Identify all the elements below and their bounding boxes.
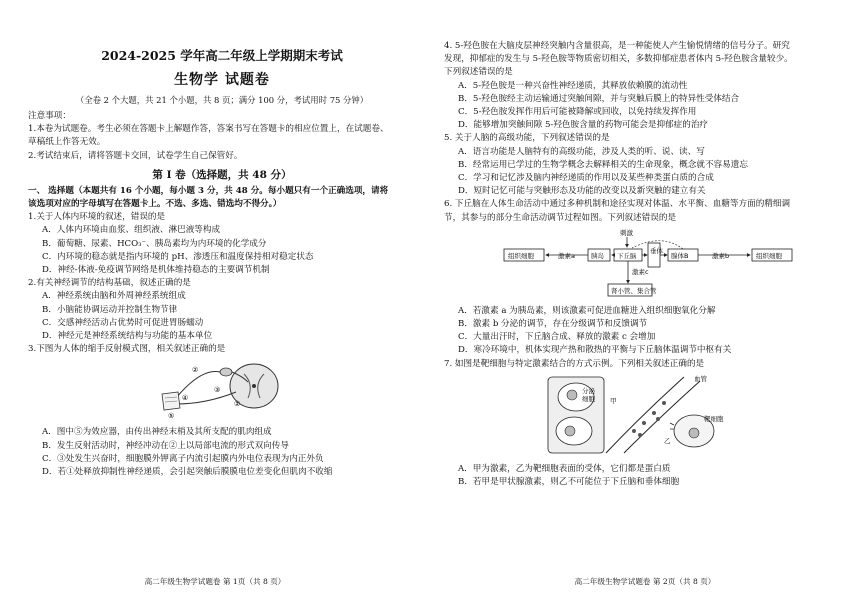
flow-pituitary: 垂体 xyxy=(650,246,663,255)
regulation-flow-figure xyxy=(444,227,838,303)
question-stem: 4. 5-羟色胺在大脑皮层神经突触内含量很高，是一种能使人产生愉悦情绪的信号分子。研究 xyxy=(444,41,790,51)
option: A．甲为激素，乙为靶细胞表面的受体，它们都是蛋白质 xyxy=(458,463,671,474)
part-title: 第 I 卷（选择题，共 48 分） xyxy=(152,168,292,181)
flow-right-target: 组织细胞 xyxy=(756,251,782,260)
regulation-flow-diagram xyxy=(502,227,802,299)
question-stem: 6. 下丘脑在人体生命活动中通过多种机制和途径实现对体温、水平衡、血糖等方面的精细调 xyxy=(444,199,791,210)
notice-line: 1.本卷为试题卷。考生必须在答题卡上解题作答，答案书写在答题卡的相应位置上，在试题卷、 xyxy=(28,124,389,135)
reflex-label: ② xyxy=(192,366,199,375)
flow-kidney: 肾小管、集合管 xyxy=(611,286,657,295)
reflex-label: ③ xyxy=(214,386,221,395)
reflex-label: ⑤ xyxy=(168,412,175,421)
option: C．③处发生兴奋时，细胞膜外钾离子内流引起膜内外电位表现为内正外负 xyxy=(42,453,324,464)
subject-title: 生物学 试题卷 xyxy=(174,72,270,88)
notice-line: 2.考试结束后，请将答题卡交回，试卷学生自己保管好。 xyxy=(28,150,243,161)
option: B．葡萄糖、尿素、HCO₃⁻、胰岛素均为内环境的化学成分 xyxy=(42,238,267,249)
option: C．内环境的稳态就是指内环境的 pH、渗透压和温度保持相对稳定状态 xyxy=(42,251,314,262)
hormone-binding-diagram xyxy=(544,373,734,457)
option: B．激素 b 分泌的调节，存在分级调节和反馈调节 xyxy=(458,319,648,330)
cell-label-jia: 甲 xyxy=(610,396,617,405)
cell-label-vessel: 血管 xyxy=(694,374,707,383)
option: D．神经元是神经系统结构与功能的基本单位 xyxy=(42,331,213,342)
flow-stimulus: 刺激 xyxy=(620,228,633,237)
option: D．寒冷环境中，机体实现产热和散热的平衡与下丘脑体温调节中枢有关 xyxy=(458,345,732,356)
option: D．若①处释放抑制性神经递质，会引起突触后膜膜电位差变化但肌肉不收缩 xyxy=(42,467,333,478)
hormone-binding-figure xyxy=(444,373,838,461)
flow-pancreas: 胰岛 xyxy=(591,251,604,260)
option: B．发生反射活动时，神经冲动在②上以局部电流的形式双向传导 xyxy=(42,440,289,451)
flow-hormone-a: 激素a xyxy=(558,251,575,260)
page-footer: 高二年级生物学试题卷 第 2页（共 8 页） xyxy=(574,577,716,586)
option: B．经常运用已学过的生物学概念去解释相关的生命现象，概念就不容易遗忘 xyxy=(458,159,748,170)
reflex-arc-diagram xyxy=(156,358,286,420)
option: A．若激素 a 为胰岛素，则该激素可促进血糖进入组织细胞氧化分解 xyxy=(458,305,716,316)
flow-hypothalamus: 下丘脑 xyxy=(617,251,637,260)
reflex-label: ④ xyxy=(182,394,189,403)
flow-left-target: 组织细胞 xyxy=(508,251,534,260)
question-stem: 发现，抑郁症的发生与 5-羟色胺等物质密切相关，多数抑郁症患者体内 5-羟色胺含量较少。 xyxy=(444,54,793,65)
notice-line: 草稿纸上作答无效。 xyxy=(28,137,106,148)
option: D．能够增加突触间隙 5-羟色胺含量的药物可能会是抑郁症的治疗 xyxy=(458,120,709,131)
question-stem: 7. 如图是靶细胞与特定激素结合的方式示例。下列相关叙述正确的是 xyxy=(444,358,705,369)
flow-hormone-c: 激素c xyxy=(632,267,649,276)
cell-label-secretory: 分泌 xyxy=(582,386,595,395)
question-stem: 2.有关神经调节的结构基础，叙述正确的是 xyxy=(28,278,191,289)
option: A．语言功能是人脑特有的高级功能，涉及人类的听、说、读、写 xyxy=(458,146,705,157)
question-stem: 节，其参与的部分生命活动调节过程如图。下列叙述错误的是 xyxy=(444,212,677,223)
flow-gland-b: 腺体B xyxy=(671,251,689,260)
option: D．短时记忆可能与突触形态及功能的改变以及新突触的建立有关 xyxy=(458,186,706,197)
question-stem: 下列叙述错误的是 xyxy=(444,67,513,78)
option: A．图中⑤为效应器，由传出神经末梢及其所支配的肌肉组成 xyxy=(42,427,272,438)
exam-info: （全卷 2 个大题，共 21 个小题，共 8 页；满分 100 分，考试用时 75 分钟） xyxy=(75,95,369,105)
option: C．交感神经活动占优势时可促进胃肠蠕动 xyxy=(42,317,204,328)
option: A．人体内环境由血浆、组织液、淋巴液等构成 xyxy=(42,225,221,236)
page-2 xyxy=(430,0,860,595)
option: A．5-羟色胺是一种兴奋性神经递质，其释放依赖膜的流动性 xyxy=(458,80,688,91)
option: B．若甲是甲状腺激素，则乙不可能位于下丘脑和垂体细胞 xyxy=(458,477,680,488)
question-stem: 3.下图为人体的缩手反射模式图，相关叙述正确的是 xyxy=(28,344,226,355)
option: C．学习和记忆涉及脑内神经递质的作用以及某些种类蛋白质的合成 xyxy=(458,173,714,184)
option: C．大量出汗时，下丘脑合成、释放的激素 c 会增加 xyxy=(458,332,656,343)
cell-label-yi: 乙 xyxy=(664,436,671,445)
flow-hormone-b: 激素b xyxy=(712,251,730,260)
cell-label-secretory-2: 细胞 xyxy=(582,394,595,403)
cell-label-target: 靶细胞 xyxy=(704,414,724,423)
reflex-label: ① xyxy=(234,400,241,409)
question-stem: 5. 关于人脑的高级功能，下列叙述错误的是 xyxy=(444,133,610,144)
option: D．神经-体液-免疫调节网络是机体维持稳态的主要调节机制 xyxy=(42,265,270,276)
option: B．5-羟色胺经主动运输通过突触间隙，并与突触后膜上的特异性受体结合 xyxy=(458,93,740,104)
option: B．小脑能协调运动并控制生物节律 xyxy=(42,304,178,315)
notice-heading: 注意事项： xyxy=(28,111,71,121)
question-stem: 1.关于人体内环境的叙述，错误的是 xyxy=(28,212,166,223)
section-intro: 该选项对应的字母填写在答题卡上。不选、多选、错选均不得分。） xyxy=(28,199,282,210)
option: A．神经系统由脑和外周神经系统组成 xyxy=(42,291,186,302)
page-footer: 高二年级生物学试题卷 第 1页（共 8 页） xyxy=(144,577,286,586)
option: C．5-羟色胺发挥作用后可能被降解或回收，以免持续发挥作用 xyxy=(458,107,697,118)
exam-title: 2024-2025 学年高二年级上学期期末考试 xyxy=(101,48,343,63)
reflex-arc-figure xyxy=(28,358,416,424)
section-intro: 一、 选择题（本题共有 16 个小题，每小题 3 分，共 48 分。每小题只有一个正确选项，请将 xyxy=(28,185,389,196)
